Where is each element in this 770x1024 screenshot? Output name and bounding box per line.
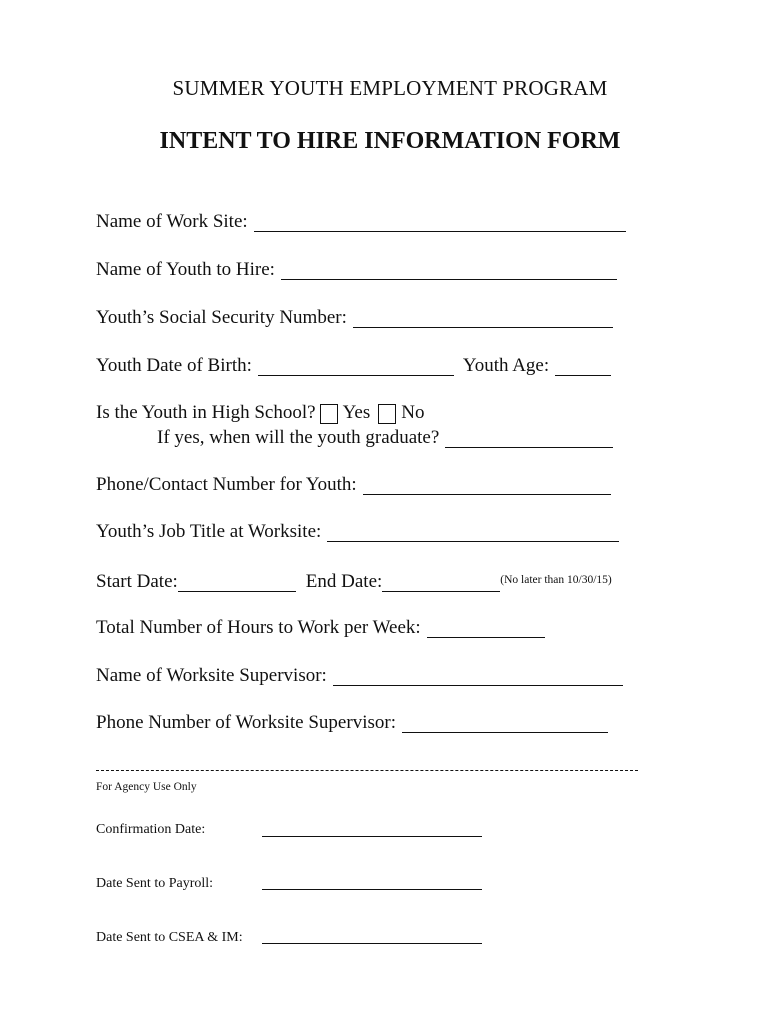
- supervisor-phone-row: [96, 711, 608, 735]
- program-title: SUMMER YOUTH EMPLOYMENT PROGRAM: [172, 76, 608, 100]
- payroll-field[interactable]: [262, 889, 482, 890]
- end-date-label: End Date:: [305, 571, 383, 592]
- no-label: No: [401, 402, 425, 423]
- supervisor-label: Name of Worksite Supervisor:: [96, 665, 327, 686]
- age-field[interactable]: [555, 357, 611, 376]
- payroll-label: Date Sent to Payroll:: [96, 876, 214, 891]
- job-title-row: [96, 520, 619, 544]
- dob-age-row: [96, 354, 611, 378]
- job-title-field[interactable]: [327, 523, 619, 542]
- phone-youth-label: Phone/Contact Number for Youth:: [96, 474, 357, 495]
- youth-name-field[interactable]: [281, 261, 617, 280]
- agency-label: For Agency Use Only: [96, 781, 197, 793]
- job-title-label: Youth’s Job Title at Worksite:: [96, 521, 322, 542]
- supervisor-phone-label: Phone Number of Worksite Supervisor:: [96, 712, 396, 733]
- phone-youth-field[interactable]: [363, 476, 611, 495]
- hours-label: Total Number of Hours to Work per Week:: [96, 617, 421, 638]
- agency-divider: [96, 770, 638, 771]
- graduate-label: If yes, when will the youth graduate?: [157, 427, 440, 448]
- supervisor-phone-field[interactable]: [402, 714, 608, 733]
- confirmation-row: [96, 822, 205, 838]
- supervisor-row: [96, 664, 623, 688]
- high-school-label: Is the Youth in High School?: [96, 402, 316, 423]
- start-date-field[interactable]: [178, 573, 296, 592]
- ssn-field[interactable]: [353, 309, 613, 328]
- start-date-label: Start Date:: [96, 571, 178, 592]
- hours-field[interactable]: [427, 619, 545, 638]
- yes-checkbox[interactable]: [320, 404, 338, 424]
- phone-youth-row: [96, 473, 611, 497]
- youth-name-row: [96, 258, 617, 282]
- ssn-label: Youth’s Social Security Number:: [96, 307, 347, 328]
- graduate-row: [157, 426, 613, 450]
- dob-label: Youth Date of Birth:: [96, 355, 252, 376]
- high-school-row: [96, 401, 424, 425]
- ssn-row: [96, 306, 613, 330]
- yes-label: Yes: [342, 402, 371, 423]
- supervisor-field[interactable]: [333, 667, 623, 686]
- age-label: Youth Age:: [462, 355, 550, 376]
- csea-label: Date Sent to CSEA & IM:: [96, 930, 243, 945]
- payroll-row: [96, 876, 213, 892]
- csea-row: [96, 930, 243, 946]
- form-title: INTENT TO HIRE INFORMATION FORM: [159, 128, 621, 154]
- no-checkbox[interactable]: [378, 404, 396, 424]
- work-site-row: [96, 210, 626, 234]
- youth-name-label: Name of Youth to Hire:: [96, 259, 275, 280]
- csea-field[interactable]: [262, 943, 482, 944]
- work-site-label: Name of Work Site:: [96, 211, 248, 232]
- dates-row: [96, 568, 612, 594]
- dob-field[interactable]: [258, 357, 454, 376]
- end-date-field[interactable]: [382, 573, 500, 592]
- end-date-note: (No later than 10/30/15): [500, 574, 612, 586]
- confirmation-field[interactable]: [262, 836, 482, 837]
- confirmation-label: Confirmation Date:: [96, 822, 206, 837]
- hours-row: [96, 616, 545, 640]
- work-site-field[interactable]: [254, 213, 626, 232]
- graduate-field[interactable]: [445, 429, 613, 448]
